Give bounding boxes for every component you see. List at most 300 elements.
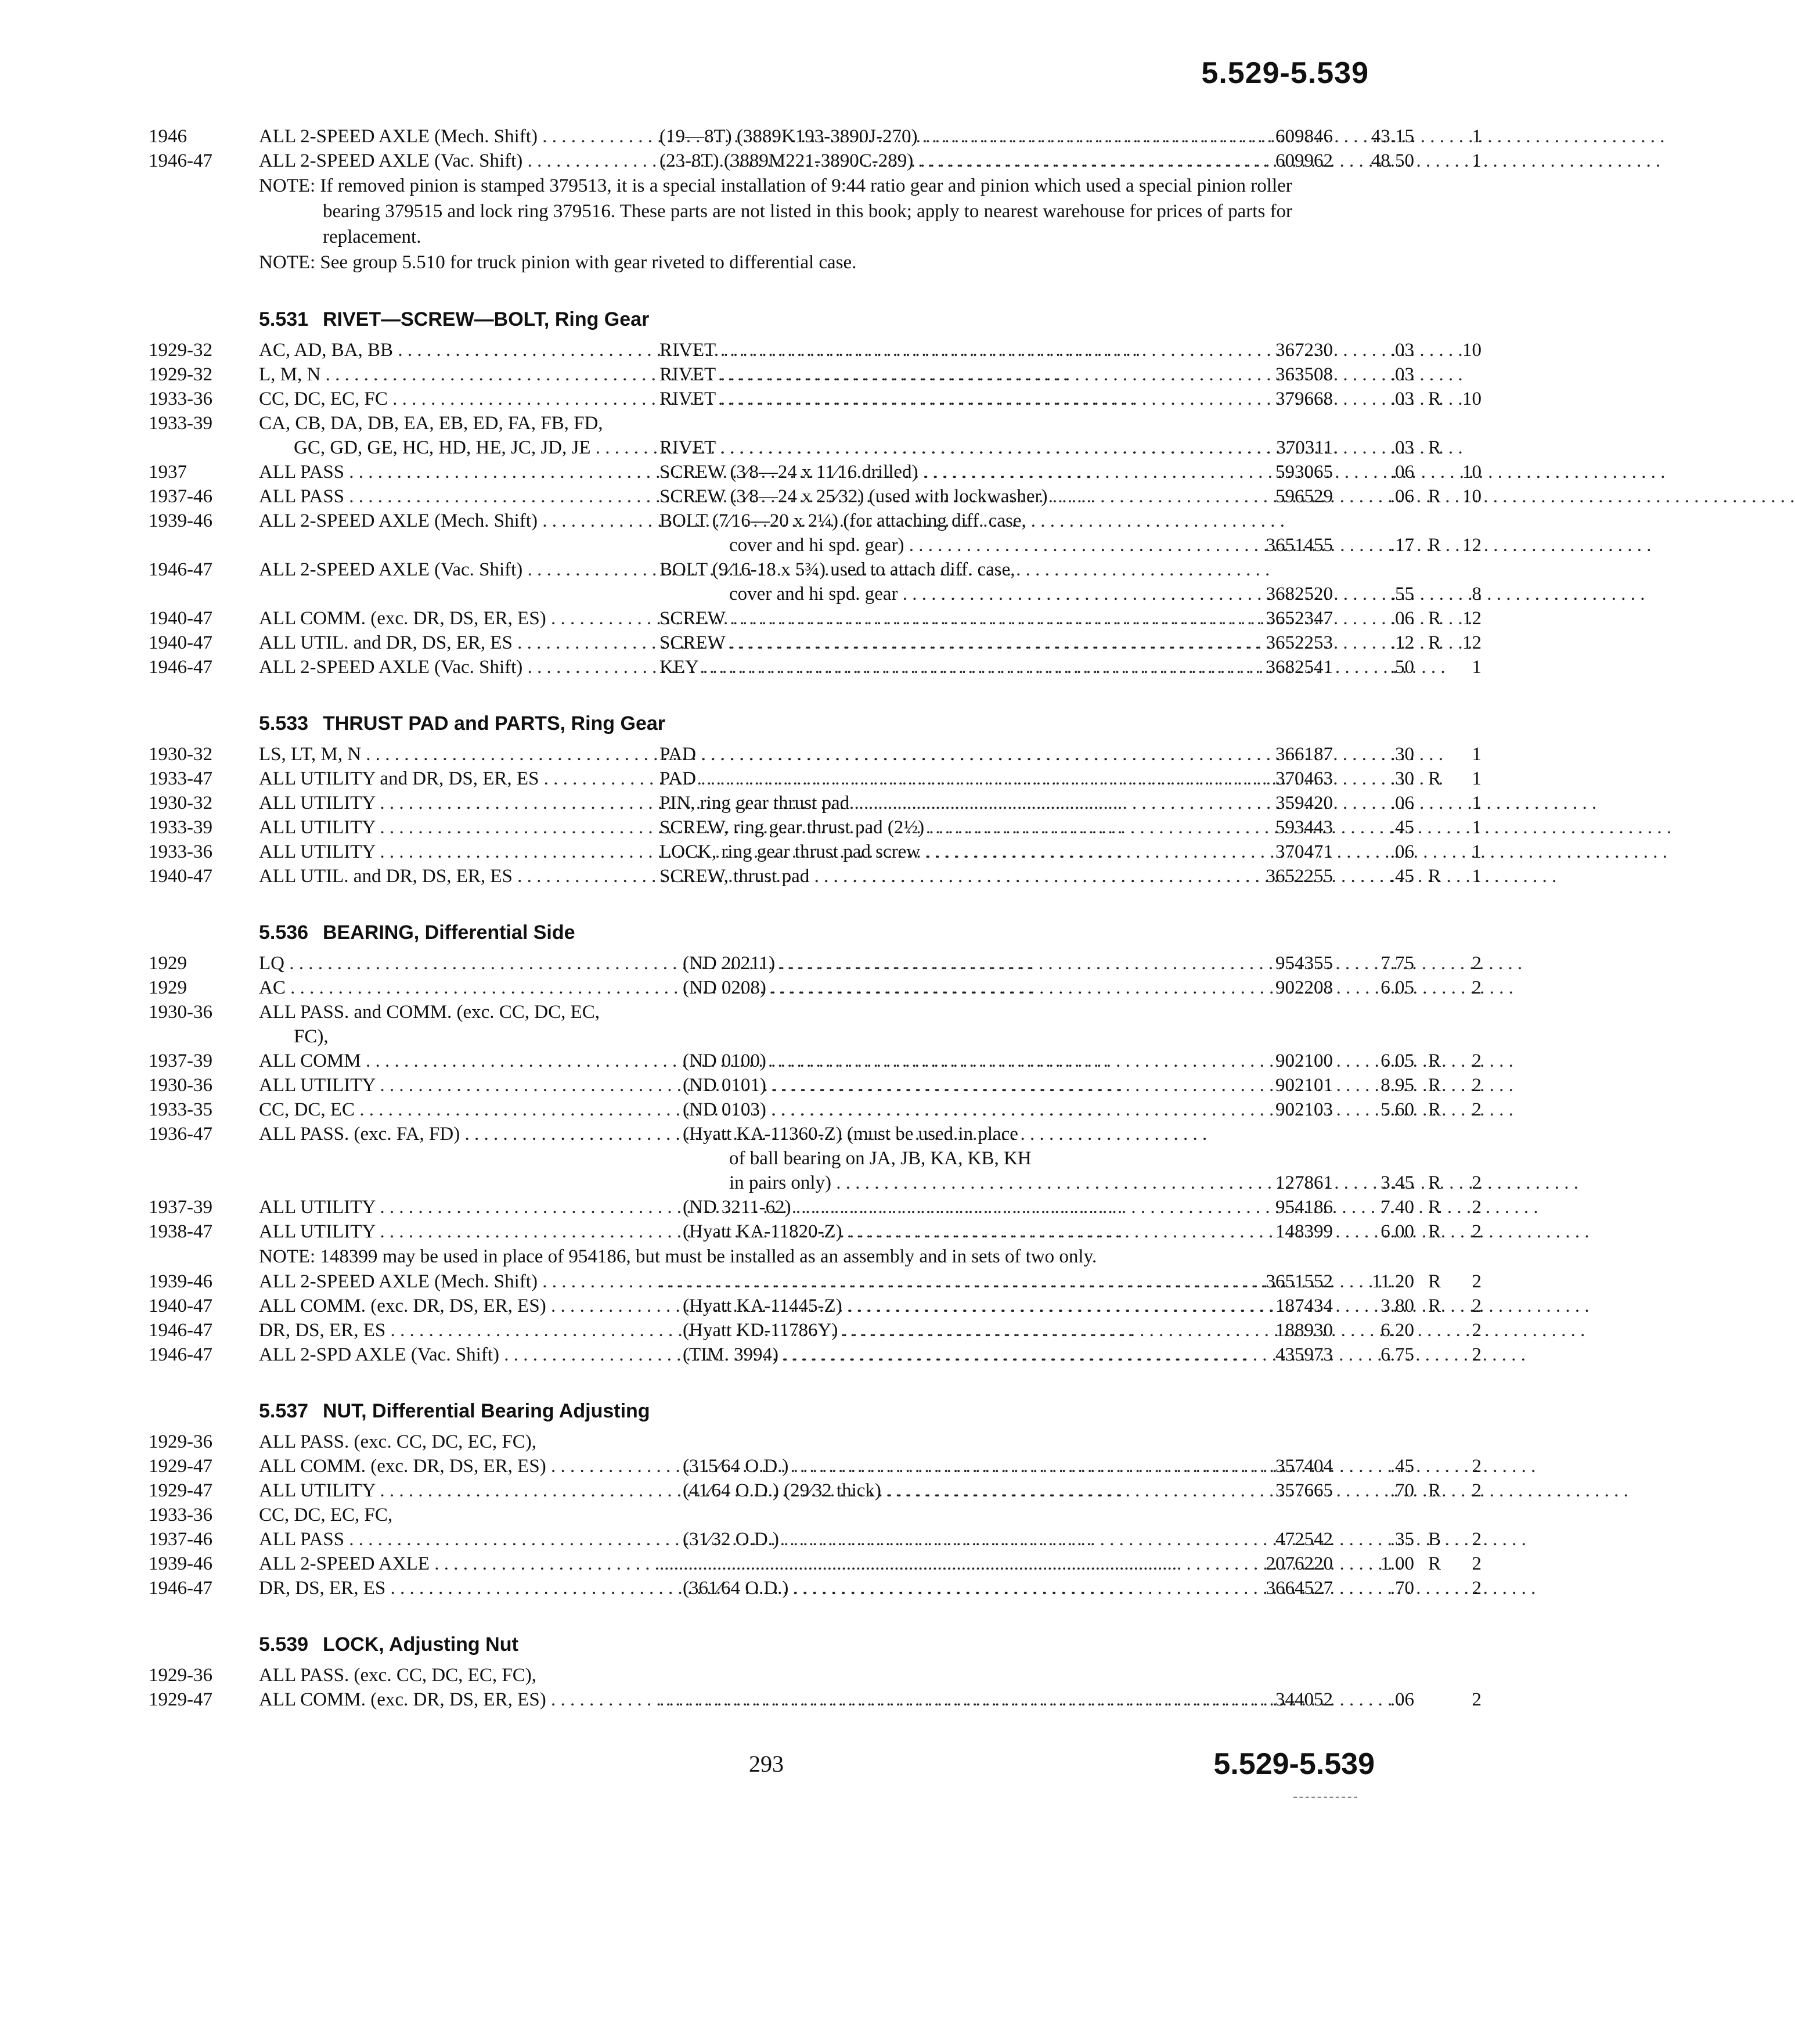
description-text: SCREW (3⁄8—24 x 11⁄16 drilled) bbox=[659, 462, 918, 483]
table-row bbox=[149, 1576, 1482, 1600]
table-row bbox=[149, 1478, 1482, 1503]
section-title: BEARING, Differential Side bbox=[323, 922, 575, 944]
table-row bbox=[149, 951, 1482, 976]
model-cell bbox=[259, 766, 630, 791]
model-cell bbox=[259, 1454, 630, 1478]
model-cell bbox=[259, 362, 630, 387]
description-text: (ND 3211-62) bbox=[683, 1197, 791, 1218]
section-heading bbox=[149, 301, 1368, 338]
table-row bbox=[149, 864, 1482, 888]
model-cell bbox=[259, 387, 630, 411]
table-row bbox=[149, 484, 1482, 509]
part-number-cell: 954186 bbox=[1275, 1197, 1333, 1218]
section-heading bbox=[149, 1392, 1368, 1430]
model-cell bbox=[259, 411, 630, 436]
description-cell bbox=[659, 460, 1228, 484]
table-row bbox=[149, 509, 1368, 533]
description-text: cover and hi spd. gear bbox=[729, 584, 898, 604]
year-cell: 1937-39 bbox=[149, 1197, 212, 1218]
model-text: ALL PASS. (exc. CC, DC, EC, FC), bbox=[259, 1431, 536, 1452]
part-number-cell: 3652347 bbox=[1266, 608, 1333, 629]
quantity-cell: 1 bbox=[1472, 150, 1482, 171]
model-text: ALL UTILITY and DR, DS, ER, ES bbox=[259, 768, 539, 789]
model-cell bbox=[259, 951, 630, 976]
model-text: ALL PASS bbox=[259, 486, 345, 507]
model-text: CC, DC, EC, FC, bbox=[259, 1505, 393, 1525]
description-text: (ND 0103) bbox=[683, 1099, 766, 1120]
quantity-cell: 1 bbox=[1472, 793, 1482, 814]
price-cell: .12 bbox=[1390, 632, 1414, 653]
code-cell: R bbox=[1428, 632, 1441, 653]
table-row bbox=[149, 124, 1482, 149]
description-text: LOCK, ring gear thrust pad screw bbox=[659, 841, 921, 862]
description-text: (ND 0100) bbox=[683, 1050, 766, 1071]
description-text: (31⁄32 O.D.) bbox=[683, 1529, 779, 1550]
code-cell: R bbox=[1428, 388, 1441, 409]
model-text: ALL COMM. (exc. DR, DS, ER, ES) bbox=[259, 608, 546, 629]
year-cell: 1940-47 bbox=[149, 608, 212, 629]
price-cell: 6.05 bbox=[1381, 1050, 1414, 1071]
description-text: (Hyatt KD-11786Y) bbox=[683, 1320, 838, 1341]
year-cell: 1930-36 bbox=[149, 1075, 212, 1096]
model-text: CA, CB, DA, DB, EA, EB, ED, FA, FB, FD, bbox=[259, 413, 603, 434]
price-cell: .06 bbox=[1390, 1689, 1414, 1710]
note bbox=[149, 173, 1310, 250]
part-number-cell: 370463 bbox=[1275, 768, 1333, 789]
table-row bbox=[149, 1122, 1368, 1146]
description-text: in pairs only) bbox=[729, 1172, 831, 1193]
note-label: NOTE: bbox=[259, 252, 316, 273]
description-text: (Hyatt KA-11445-Z) bbox=[683, 1296, 842, 1316]
description-cell bbox=[659, 655, 1228, 679]
model-cell bbox=[259, 1195, 630, 1219]
year-cell: 1937-39 bbox=[149, 1050, 212, 1071]
table-row bbox=[149, 1195, 1482, 1219]
description-cell bbox=[659, 1269, 1228, 1294]
price-cell: 6.75 bbox=[1381, 1344, 1414, 1365]
description-cell bbox=[683, 1318, 1228, 1343]
section-heading bbox=[149, 914, 1368, 951]
model-text: ALL UTILITY bbox=[259, 793, 376, 814]
price-cell: .03 bbox=[1390, 388, 1414, 409]
table-row bbox=[149, 362, 1414, 387]
description-text: RIVET bbox=[659, 437, 716, 458]
description-text: SCREW, thrust pad bbox=[659, 866, 810, 887]
description-text: (Hyatt KA-11820-Z) bbox=[683, 1221, 842, 1242]
model-text: ALL UTIL. and DR, DS, ER, ES bbox=[259, 866, 513, 887]
note bbox=[149, 1244, 1310, 1269]
description-text: RIVET bbox=[659, 364, 716, 385]
description-text: KEY bbox=[659, 657, 698, 678]
part-number-cell: 3652253 bbox=[1266, 632, 1333, 653]
model-cell bbox=[259, 1049, 630, 1073]
part-number-cell: 3682541 bbox=[1266, 657, 1333, 678]
leader-dots bbox=[809, 866, 1556, 887]
quantity-cell: 2 bbox=[1472, 1099, 1482, 1120]
model-text: ALL COMM bbox=[259, 1050, 361, 1071]
footer-rule bbox=[1293, 1797, 1357, 1798]
description-cell bbox=[659, 864, 1228, 888]
model-cell bbox=[259, 1663, 630, 1687]
model-cell bbox=[259, 460, 630, 484]
table-row bbox=[149, 533, 1482, 557]
description-cell bbox=[683, 951, 1228, 976]
price-cell: 7.75 bbox=[1381, 953, 1414, 974]
quantity-cell: 2 bbox=[1472, 1689, 1482, 1710]
section-heading bbox=[149, 705, 1368, 742]
part-number-cell: 357404 bbox=[1275, 1456, 1333, 1477]
note-text: See group 5.510 for truck pinion with gear riveted to differential case. bbox=[320, 252, 857, 273]
description-text: (361⁄64 O.D.) bbox=[683, 1578, 789, 1599]
model-text: ALL COMM. (exc. DR, DS, ER, ES) bbox=[259, 1456, 546, 1477]
quantity-cell: 2 bbox=[1472, 1553, 1482, 1574]
part-number-cell: 3651455 bbox=[1266, 535, 1333, 556]
model-text: ALL PASS. (exc. FA, FD) bbox=[259, 1124, 460, 1145]
note-text: 148399 may be used in place of 954186, but must be installed as an assembly and in sets of two only. bbox=[320, 1246, 1097, 1267]
quantity-cell: 10 bbox=[1462, 340, 1482, 361]
description-cell bbox=[729, 582, 1228, 606]
description-text: (ND 20211) bbox=[683, 953, 776, 974]
note-text: If removed pinion is stamped 379513, it is a special installation of 9:44 ratio gear and pinion which used a special pinion roller bearing 379515 and lock ring 379516. These parts are not listed in this book; apply to nearest warehouse for prices of parts for replacement. bbox=[320, 175, 1293, 247]
model-cell bbox=[259, 1269, 630, 1294]
table-row bbox=[149, 1318, 1482, 1343]
leader-dots bbox=[849, 793, 1596, 814]
year-cell: 1936-47 bbox=[149, 1124, 212, 1145]
price-cell: 5.60 bbox=[1381, 1099, 1414, 1120]
quantity-cell: 8 bbox=[1472, 584, 1482, 604]
table-row bbox=[149, 338, 1482, 362]
quantity-cell: 2 bbox=[1472, 1197, 1482, 1218]
model-cell bbox=[259, 484, 630, 509]
part-number-cell: 357665 bbox=[1275, 1480, 1333, 1501]
description-cell bbox=[659, 815, 1228, 840]
price-cell: 3.45 bbox=[1381, 1172, 1414, 1193]
model-cell bbox=[259, 436, 665, 460]
quantity-cell: 2 bbox=[1472, 1480, 1482, 1501]
description-text: BOLT (9⁄16-18 x 5¾) used to attach diff. case, bbox=[659, 559, 1015, 580]
price-cell: .45 bbox=[1390, 817, 1414, 838]
part-number-cell: 609846 bbox=[1275, 126, 1333, 147]
model-cell bbox=[259, 124, 630, 149]
quantity-cell: 10 bbox=[1462, 388, 1482, 409]
code-cell: R bbox=[1428, 1553, 1441, 1574]
year-cell: 1933-36 bbox=[149, 841, 212, 862]
code-cell: R bbox=[1428, 1172, 1441, 1193]
description-cell bbox=[659, 338, 1228, 362]
model-text: ALL UTILITY bbox=[259, 1197, 376, 1218]
description-cell bbox=[659, 557, 1228, 582]
description-text: of ball bearing on JA, JB, KA, KB, KH bbox=[729, 1148, 1032, 1169]
year-cell: 1929 bbox=[149, 953, 187, 974]
part-number-cell: 148399 bbox=[1275, 1221, 1333, 1242]
table-row bbox=[149, 631, 1482, 655]
page-footer-range: 5.529-5.539 bbox=[1213, 1747, 1375, 1781]
description-cell bbox=[683, 1219, 1228, 1244]
year-cell: 1937-46 bbox=[149, 1529, 212, 1550]
model-text: ALL UTIL. and DR, DS, ER, ES bbox=[259, 632, 513, 653]
quantity-cell: 2 bbox=[1472, 1050, 1482, 1071]
price-cell: .06 bbox=[1390, 486, 1414, 507]
part-number-cell: 366187 bbox=[1275, 744, 1333, 765]
model-text: ALL 2-SPEED AXLE (Vac. Shift) bbox=[259, 657, 523, 678]
model-text: ALL PASS. (exc. CC, DC, EC, FC), bbox=[259, 1665, 536, 1686]
model-text: L, M, N bbox=[259, 364, 321, 385]
model-cell bbox=[259, 864, 630, 888]
model-cell bbox=[259, 1097, 630, 1122]
model-cell bbox=[259, 742, 630, 766]
year-cell: 1929-32 bbox=[149, 340, 212, 361]
table-row bbox=[149, 1687, 1482, 1712]
section-number: 5.539 bbox=[259, 1633, 309, 1656]
code-cell: R bbox=[1428, 1480, 1441, 1501]
quantity-cell: 12 bbox=[1462, 608, 1482, 629]
section-heading bbox=[149, 1626, 1368, 1663]
quantity-cell: 10 bbox=[1462, 462, 1482, 483]
model-text: ALL 2-SPEED AXLE (Vac. Shift) bbox=[259, 559, 523, 580]
description-cell bbox=[659, 631, 1228, 655]
table-row bbox=[149, 1552, 1482, 1576]
code-cell: R bbox=[1428, 1271, 1441, 1292]
table-row bbox=[149, 460, 1482, 484]
model-text: ALL UTILITY bbox=[259, 1221, 376, 1242]
model-cell bbox=[259, 1318, 630, 1343]
part-number-cell: 435973 bbox=[1275, 1344, 1333, 1365]
price-cell: .17 bbox=[1390, 535, 1414, 556]
table-row bbox=[149, 1024, 1368, 1049]
model-cell bbox=[259, 509, 630, 533]
part-number-cell: 593443 bbox=[1275, 817, 1333, 838]
part-number-cell: 359420 bbox=[1275, 793, 1333, 814]
description-cell bbox=[683, 1097, 1228, 1122]
table-row bbox=[149, 655, 1482, 679]
model-cell bbox=[259, 791, 630, 815]
year-cell: 1946-47 bbox=[149, 150, 212, 171]
price-cell: .55 bbox=[1390, 584, 1414, 604]
table-row bbox=[149, 582, 1482, 606]
price-cell: .30 bbox=[1390, 744, 1414, 765]
part-number-cell: 902208 bbox=[1275, 977, 1333, 998]
year-cell: 1946-47 bbox=[149, 657, 212, 678]
description-text: SCREW bbox=[659, 632, 726, 653]
year-cell: 1946-47 bbox=[149, 559, 212, 580]
description-cell bbox=[659, 362, 1228, 387]
year-cell: 1937-46 bbox=[149, 486, 212, 507]
table-row bbox=[149, 149, 1482, 173]
table-row bbox=[149, 1454, 1482, 1478]
year-cell: 1939-46 bbox=[149, 1553, 212, 1574]
price-cell: 6.00 bbox=[1381, 1221, 1414, 1242]
price-cell: .70 bbox=[1390, 1480, 1414, 1501]
part-number-cell: 609962 bbox=[1275, 150, 1333, 171]
year-cell: 1933-35 bbox=[149, 1099, 212, 1120]
year-cell: 1929-32 bbox=[149, 364, 212, 385]
year-cell: 1929-47 bbox=[149, 1480, 212, 1501]
quantity-cell: 2 bbox=[1472, 1075, 1482, 1096]
description-text: PAD bbox=[659, 744, 696, 765]
code-cell: B bbox=[1428, 1529, 1441, 1550]
description-text: (19—8T) (3889K193-3890J-270) bbox=[659, 126, 918, 147]
description-cell bbox=[659, 1687, 1228, 1712]
description-cell bbox=[683, 1454, 1228, 1478]
code-cell: R bbox=[1428, 608, 1441, 629]
model-cell bbox=[259, 338, 630, 362]
section-title: THRUST PAD and PARTS, Ring Gear bbox=[323, 712, 666, 735]
quantity-cell: 2 bbox=[1472, 1271, 1482, 1292]
part-number-cell: 379668 bbox=[1275, 388, 1333, 409]
quantity-cell: 2 bbox=[1472, 1221, 1482, 1242]
table-row bbox=[149, 1000, 1368, 1024]
table-row bbox=[149, 1343, 1482, 1367]
quantity-cell: 2 bbox=[1472, 977, 1482, 998]
code-cell: R bbox=[1428, 535, 1441, 556]
description-cell bbox=[683, 976, 1228, 1000]
description-cell bbox=[659, 791, 1228, 815]
table-row bbox=[149, 1171, 1482, 1195]
code-cell: R bbox=[1428, 1075, 1441, 1096]
price-cell: 3.80 bbox=[1381, 1296, 1414, 1316]
year-cell: 1929-36 bbox=[149, 1665, 212, 1686]
description-text: cover and hi spd. gear) bbox=[729, 535, 904, 556]
year-cell: 1946-47 bbox=[149, 1344, 212, 1365]
description-text: SCREW bbox=[659, 608, 726, 629]
year-cell: 1933-47 bbox=[149, 768, 212, 789]
description-cell bbox=[659, 1552, 1228, 1576]
model-text: ALL 2-SPEED AXLE (Vac. Shift) bbox=[259, 150, 523, 171]
section-title: NUT, Differential Bearing Adjusting bbox=[323, 1400, 650, 1422]
model-text: ALL UTILITY bbox=[259, 841, 376, 862]
table-row bbox=[149, 1219, 1482, 1244]
code-cell: R bbox=[1428, 1296, 1441, 1316]
section-number: 5.536 bbox=[259, 922, 309, 944]
table-row bbox=[149, 1503, 1368, 1527]
year-cell: 1933-36 bbox=[149, 388, 212, 409]
description-text: (ND 0101) bbox=[683, 1075, 766, 1096]
code-cell: R bbox=[1428, 437, 1441, 458]
price-cell: 43.15 bbox=[1371, 126, 1414, 147]
price-cell: .45 bbox=[1390, 866, 1414, 887]
table-row bbox=[149, 742, 1482, 766]
model-cell bbox=[259, 1478, 630, 1503]
description-text: BOLT (7⁄16—20 x 2¼) (for attaching diff. case, bbox=[659, 510, 1026, 531]
description-text: (315⁄64 O.D.) bbox=[683, 1456, 789, 1477]
description-cell bbox=[683, 1195, 1228, 1219]
page-header-range: 5.529-5.539 bbox=[1201, 56, 1369, 90]
note-label: NOTE: bbox=[259, 1246, 316, 1267]
parts-catalog bbox=[149, 124, 1482, 1712]
description-text: SCREW, ring gear thrust pad (2½) bbox=[659, 817, 925, 838]
table-row bbox=[149, 976, 1482, 1000]
year-cell: 1929-47 bbox=[149, 1689, 212, 1710]
table-row bbox=[149, 1663, 1368, 1687]
description-text: (TIM. 3994) bbox=[683, 1344, 778, 1365]
model-cell bbox=[259, 631, 630, 655]
code-cell: R bbox=[1428, 1050, 1441, 1071]
description-cell bbox=[659, 387, 1228, 411]
table-row bbox=[149, 1294, 1482, 1318]
description-cell bbox=[659, 509, 1228, 533]
model-text: AC bbox=[259, 977, 286, 998]
quantity-cell: 1 bbox=[1472, 126, 1482, 147]
description-cell bbox=[659, 149, 1228, 173]
model-text: FC), bbox=[294, 1026, 329, 1047]
year-cell: 1933-36 bbox=[149, 1505, 212, 1525]
model-text: LS, LT, M, N bbox=[259, 744, 362, 765]
quantity-cell: 2 bbox=[1472, 953, 1482, 974]
model-text: ALL PASS. and COMM. (exc. CC, DC, EC, bbox=[259, 1002, 600, 1023]
table-row bbox=[149, 1430, 1368, 1454]
part-number-cell: 370471 bbox=[1275, 841, 1333, 862]
section-title: RIVET—SCREW—BOLT, Ring Gear bbox=[323, 308, 650, 330]
model-text: ALL UTILITY bbox=[259, 817, 376, 838]
table-row bbox=[149, 815, 1482, 840]
quantity-cell: 2 bbox=[1472, 1344, 1482, 1365]
table-row bbox=[149, 411, 1368, 436]
price-cell: 6.20 bbox=[1381, 1320, 1414, 1341]
part-number-cell: 902101 bbox=[1275, 1075, 1333, 1096]
part-number-cell: 367230 bbox=[1275, 340, 1333, 361]
model-cell bbox=[259, 840, 630, 864]
quantity-cell: 1 bbox=[1472, 841, 1482, 862]
quantity-cell: 1 bbox=[1472, 744, 1482, 765]
quantity-cell: 10 bbox=[1462, 486, 1482, 507]
year-cell: 1930-36 bbox=[149, 1002, 212, 1023]
part-number-cell: 370311 bbox=[1276, 437, 1333, 458]
model-cell bbox=[259, 1687, 630, 1712]
price-cell: .35 bbox=[1390, 1529, 1414, 1550]
part-number-cell: 2076220 bbox=[1266, 1553, 1333, 1574]
model-text: ALL 2-SPD AXLE (Vac. Shift) bbox=[259, 1344, 499, 1365]
quantity-cell: 2 bbox=[1472, 1578, 1482, 1599]
model-text: ALL COMM. (exc. DR, DS, ER, ES) bbox=[259, 1296, 546, 1316]
description-cell bbox=[659, 840, 1228, 864]
year-cell: 1930-32 bbox=[149, 744, 212, 765]
code-cell: R bbox=[1428, 1099, 1441, 1120]
price-cell: .45 bbox=[1390, 1456, 1414, 1477]
code-cell: R bbox=[1428, 866, 1441, 887]
table-row bbox=[149, 1527, 1482, 1552]
price-cell: 1.00 bbox=[1381, 1553, 1414, 1574]
table-row bbox=[149, 557, 1368, 582]
model-text: ALL 2-SPEED AXLE (Mech. Shift) bbox=[259, 1271, 538, 1292]
part-number-cell: 902100 bbox=[1275, 1050, 1333, 1071]
model-cell bbox=[259, 1430, 630, 1454]
year-cell: 1939-46 bbox=[149, 1271, 212, 1292]
price-cell: .03 bbox=[1390, 340, 1414, 361]
model-cell bbox=[259, 557, 630, 582]
year-cell: 1940-47 bbox=[149, 866, 212, 887]
model-cell bbox=[259, 1294, 630, 1318]
description-cell bbox=[659, 484, 1228, 509]
year-cell: 1929-36 bbox=[149, 1431, 212, 1452]
part-number-cell: 187434 bbox=[1275, 1296, 1333, 1316]
year-cell: 1939-46 bbox=[149, 510, 212, 531]
price-cell: .30 bbox=[1390, 768, 1414, 789]
model-text: ALL UTILITY bbox=[259, 1075, 376, 1096]
model-cell bbox=[259, 1503, 630, 1527]
description-cell bbox=[659, 766, 1228, 791]
model-text: CC, DC, EC bbox=[259, 1099, 355, 1120]
quantity-cell: 1 bbox=[1472, 817, 1482, 838]
description-text: PIN, ring gear thrust pad bbox=[659, 793, 850, 814]
part-number-cell: 344052 bbox=[1275, 1689, 1333, 1710]
model-text: ALL 2-SPEED AXLE (Mech. Shift) bbox=[259, 510, 538, 531]
table-row bbox=[149, 606, 1482, 631]
description-cell bbox=[683, 1478, 1228, 1503]
model-text: ALL PASS bbox=[259, 1529, 345, 1550]
description-cell bbox=[683, 1049, 1228, 1073]
price-cell: .06 bbox=[1390, 462, 1414, 483]
quantity-cell: 2 bbox=[1472, 1456, 1482, 1477]
